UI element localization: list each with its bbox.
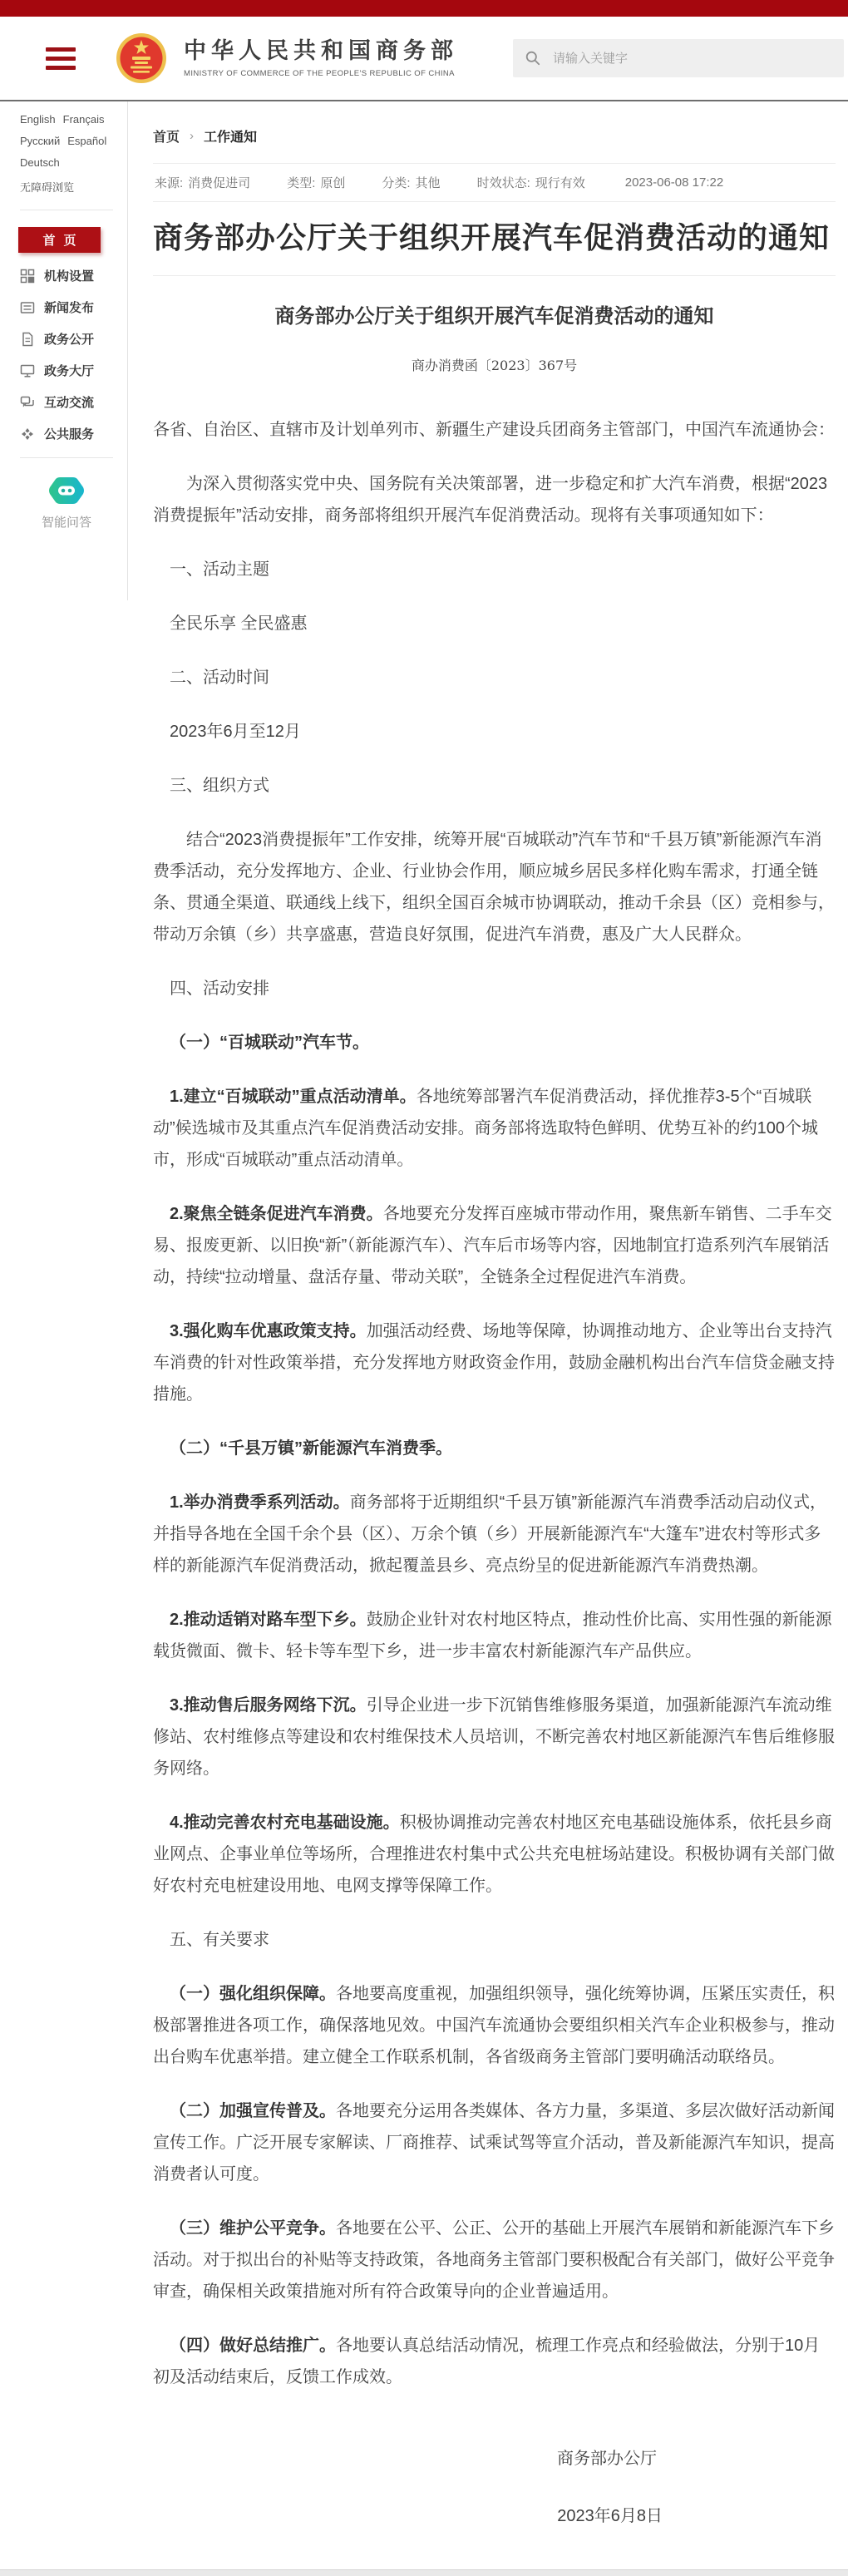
- divider: [153, 201, 836, 202]
- meta-type-label: 类型:: [287, 176, 316, 190]
- doc-section-heading: 一、活动主题: [170, 560, 269, 579]
- chat-bubbles-icon: [20, 395, 35, 410]
- lang-russian[interactable]: Русский: [20, 135, 61, 147]
- doc-subsection-heading: （一）“百城联动”汽车节。: [170, 1033, 369, 1052]
- meta-status-label: 时效状态:: [476, 176, 530, 190]
- meta-type-value: 原创: [320, 176, 346, 190]
- sidebar-item-label: 互动交流: [44, 396, 95, 410]
- sidebar-item-label: 机构设置: [44, 269, 95, 284]
- doc-line: 2023年6月至12月: [170, 722, 301, 741]
- doc-item: 2.聚焦全链条促进汽车消费。各地要充分发挥百座城市带动作用，聚焦新车销售、二手车交易、报废更新、以旧换“新”（新能源汽车）、汽车后市场等内容，因地制宜打造系列汽车展销活动，持续“拉动增量、盘活存量、带动关联”，全链条全过程促进汽车消费。: [153, 1204, 832, 1286]
- doc-section-heading: 五、有关要求: [170, 1930, 269, 1949]
- main-content: [128, 101, 848, 2569]
- lang-english[interactable]: English: [20, 113, 56, 126]
- doc-section-heading: 三、组织方式: [170, 776, 269, 795]
- breadcrumb: [153, 101, 836, 146]
- lang-deutsch[interactable]: Deutsch: [20, 156, 60, 169]
- doc-paragraph: 为深入贯彻落实党中央、国务院有关决策部署，进一步稳定和扩大汽车消费，根据“2023消费提振年”活动安排，商务部将组织开展汽车促消费活动。现将有关事项通知如下：: [153, 474, 828, 525]
- accessibility-link[interactable]: 无障碍浏览: [20, 181, 75, 194]
- sidebar-item-label: 新闻发布: [44, 301, 95, 315]
- lang-francais[interactable]: Français: [62, 113, 105, 126]
- assistant-label: 智能问答: [41, 516, 91, 530]
- meta-source-label: 来源:: [155, 176, 184, 190]
- page-title: 商务部办公厅关于组织开展汽车促消费活动的通知: [153, 220, 831, 254]
- site-subtitle: MINISTRY OF COMMERCE OF THE PEOPLE'S REPUBLIC OF CHINA: [184, 69, 455, 79]
- document-date: 2023年6月8日: [557, 2506, 663, 2525]
- sidebar-item-service-hall[interactable]: [20, 362, 127, 379]
- sidebar-item-organization[interactable]: [20, 267, 127, 284]
- doc-item: （二）加强宣传普及。各地要充分运用各类媒体、各方力量，多渠道、多层次做好活动新闻宣传工作。广泛开展专家解读、厂商推荐、试乘试驾等宣介活动，普及新能源汽车知识，提高消费者认可度。: [153, 2101, 835, 2184]
- national-emblem-logo: [116, 32, 167, 84]
- smart-qa-assistant[interactable]: [20, 475, 113, 530]
- sidebar-divider: [20, 457, 113, 458]
- site-header: [0, 17, 848, 100]
- site-title: 中华人民共和国商务部: [184, 37, 458, 63]
- sidebar-item-public-service[interactable]: [20, 425, 127, 442]
- sidebar: [0, 101, 128, 600]
- search-icon: [525, 50, 541, 67]
- meta-status-value: 现行有效: [535, 176, 585, 190]
- doc-item: 2.推动适销对路车型下乡。鼓励企业针对农村地区特点，推动性价比高、实用性强的新能源载货微面、微卡、轻卡等车型下乡，进一步丰富农村新能源汽车产品供应。: [153, 1610, 832, 1661]
- doc-item: （一）强化组织保障。各地要高度重视，加强组织领导，强化统筹协调，压紧压实责任，积极部署推进各项工作，确保落地见效。中国汽车流通协会要组织相关汽车企业积极参与，推动出台购车优惠举措。建立健全工作联系机制，各省级商务主管部门要明确活动联络员。: [153, 1984, 835, 2066]
- doc-section-heading: 四、活动安排: [170, 979, 269, 998]
- language-links: [20, 113, 113, 169]
- footer-strip: [0, 2569, 848, 2576]
- notice-document: [153, 276, 836, 2569]
- article-meta-bar: [153, 164, 836, 201]
- breadcrumb-section-link[interactable]: 工作通知: [204, 131, 258, 145]
- meta-source-value: 消费促进司: [188, 176, 251, 190]
- meta-category-label: 分类:: [382, 176, 411, 190]
- search-box[interactable]: [513, 39, 844, 77]
- doc-subsection-heading: （二）“千县万镇”新能源汽车消费季。: [170, 1439, 452, 1458]
- robot-icon: [47, 475, 86, 506]
- sidebar-item-home[interactable]: 首页: [18, 227, 101, 253]
- hamburger-menu-icon[interactable]: [46, 47, 76, 70]
- lang-espanol[interactable]: Español: [67, 135, 107, 147]
- doc-line: 全民乐享 全民盛惠: [170, 614, 308, 633]
- sidebar-item-interaction[interactable]: [20, 393, 127, 411]
- doc-item: 4.推动完善农村充电基础设施。积极协调推动完善农村地区充电基础设施体系，依托县乡商业网点、企事业单位等场所，合理推进农村集中式公共充电桩场站建设。积极协调有关部门做好农村充电桩建设用地、电网支撑等保障工作。: [153, 1813, 835, 1895]
- document-title: 商务部办公厅关于组织开展汽车促消费活动的通知: [274, 303, 714, 328]
- doc-paragraph: 结合“2023消费提振年”工作安排，统筹开展“百城联动”汽车节和“千县万镇”新能源汽车消费季活动，充分发挥地方、企业、行业协会作用，顺应城乡居民多样化购车需求，打通全链条、贯通全渠道、联通线上线下，组织全国百余城市协调联动，推动千余县（区）竞相参与，带动万余镇（乡）共享盛惠，营造良好氛围，促进汽车消费，惠及广大人民群众。: [153, 830, 835, 944]
- sidebar-nav: [20, 267, 127, 442]
- doc-item: 1.建立“百城联动”重点活动清单。各地统筹部署汽车促消费活动，择优推荐3-5个“百城联动”候选城市及其重点汽车促消费活动安排。商务部将选取特色鲜明、优势互补的约100个城市，形成“百城联动”重点活动清单。: [153, 1087, 819, 1169]
- sidebar-item-label: 政务公开: [44, 333, 95, 347]
- site-brand: [184, 38, 458, 78]
- sidebar-item-news[interactable]: [20, 299, 127, 316]
- breadcrumb-home-link[interactable]: 首页: [153, 131, 180, 145]
- doc-item: （四）做好总结推广。各地要认真总结活动情况，梳理工作亮点和经验做法，分别于10月初及活动结束后，反馈工作成效。: [153, 2336, 821, 2386]
- sidebar-item-label: 公共服务: [44, 427, 95, 442]
- newspaper-icon: [20, 300, 35, 315]
- doc-item: 3.强化购车优惠政策支持。加强活动经费、场地等保障，协调推动地方、企业等出台支持汽车消费的针对性政策举措，充分发挥地方财政资金作用，鼓励金融机构出台汽车信贷金融支持措施。: [153, 1321, 835, 1404]
- top-red-bar: [0, 0, 848, 17]
- meta-datetime: 2023-06-08 17:22: [624, 175, 724, 190]
- monitor-icon: [20, 363, 35, 378]
- doc-item: 3.推动售后服务网络下沉。引导企业进一步下沉销售维修服务渠道，加强新能源汽车流动维修站、农村维修点等建设和农村维保技术人员培训，不断完善农村地区新能源汽车售后维修服务网络。: [153, 1695, 835, 1778]
- document-signer: 商务部办公厅: [557, 2449, 657, 2468]
- doc-item: 1.举办消费季系列活动。商务部将于近期组织“千县万镇”新能源汽车消费季活动启动仪式，并指导各地在全国千余个县（区）、万余个镇（乡）开展新能源汽车“大篷车”进农村等形式多样的新能源汽车促消费活动，掀起覆盖县乡、亮点纷呈的促进新能源汽车消费热潮。: [153, 1493, 827, 1575]
- grid-icon: [20, 269, 35, 284]
- pinwheel-icon: [20, 427, 35, 442]
- sidebar-item-label: 政务大厅: [44, 364, 95, 378]
- meta-category-value: 其他: [415, 176, 441, 190]
- chevron-right-icon: ›: [190, 129, 195, 143]
- document-number: 商办消费函〔2023〕367号: [411, 357, 578, 373]
- doc-section-heading: 二、活动时间: [170, 668, 269, 687]
- doc-item: （三）维护公平竞争。各地要在公平、公正、公开的基础上开展汽车展销和新能源汽车下乡活动。对于拟出台的补贴等支持政策，各地商务主管部门要积极配合有关部门，做好公平竞争审查，确保相关政策措施对所有符合政策导向的企业普遍适用。: [153, 2218, 835, 2301]
- document-icon: [20, 332, 35, 347]
- doc-address: 各省、自治区、直辖市及计划单列市、新疆生产建设兵团商务主管部门，中国汽车流通协会：: [153, 420, 835, 439]
- search-input[interactable]: [551, 51, 832, 67]
- sidebar-item-gov-disclosure[interactable]: [20, 330, 127, 348]
